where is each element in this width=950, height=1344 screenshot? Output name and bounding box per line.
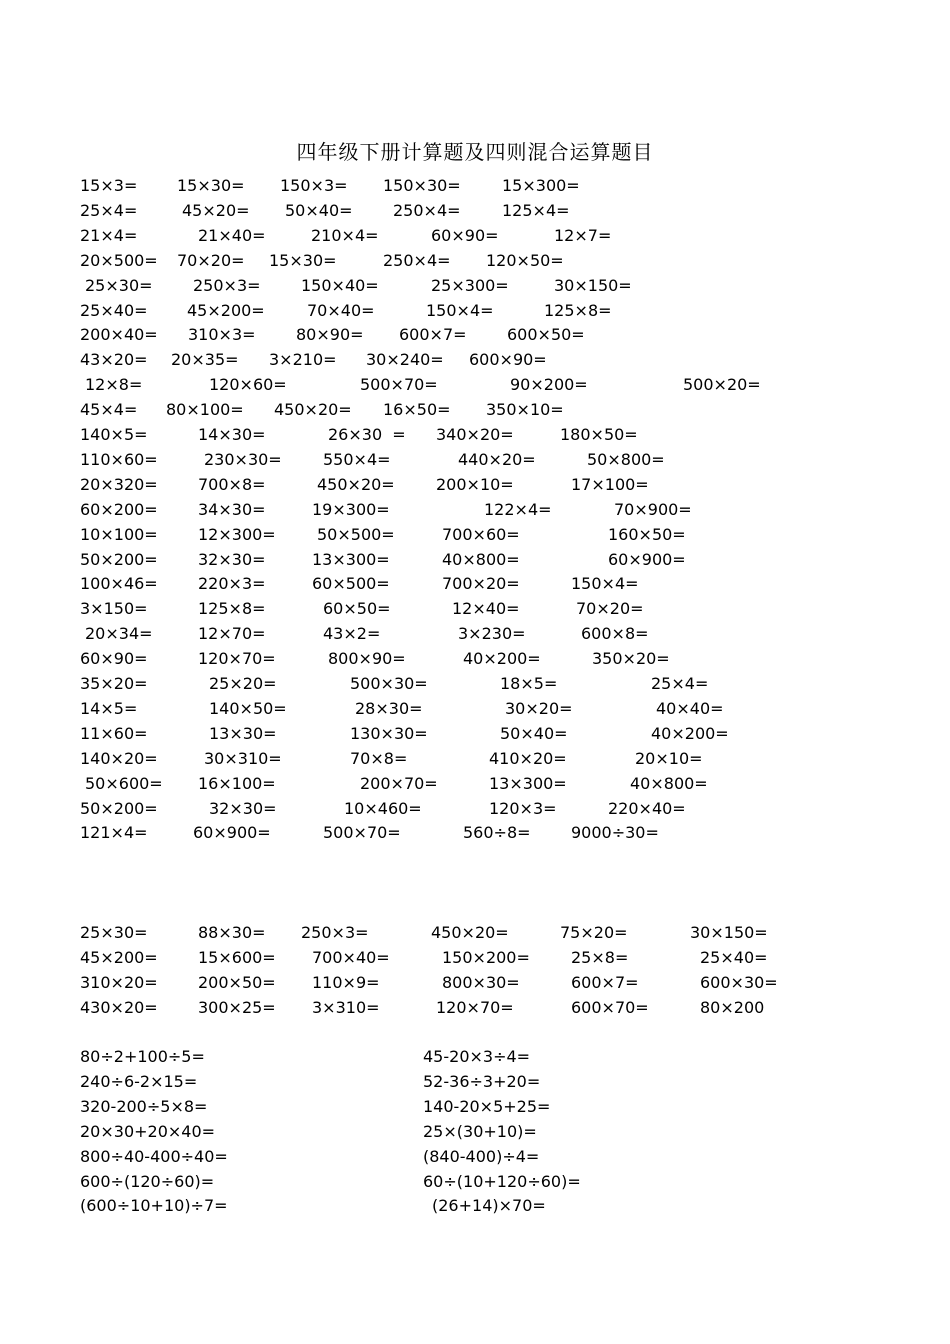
- problem-row: [0, 823, 950, 848]
- problem-text: 700×8=: [198, 474, 266, 494]
- problem-text: 17×100=: [571, 474, 649, 494]
- problem-text: 120×3=: [489, 798, 557, 818]
- problem-row: [0, 276, 950, 301]
- problem-text: 150×200=: [442, 947, 530, 967]
- problem-text: 25×8=: [571, 947, 629, 967]
- problem-text: 25×4=: [80, 200, 138, 220]
- problem-row: [0, 948, 950, 973]
- problem-text: 130×30=: [350, 723, 428, 743]
- problem-text: 43×2=: [323, 624, 381, 644]
- problem-row: [0, 998, 950, 1023]
- problem-text: 25×20=: [209, 674, 277, 693]
- problem-text: 600×90=: [469, 350, 547, 370]
- problem-row: [0, 301, 950, 326]
- problem-text: 20×500=: [80, 250, 158, 270]
- problem-text: 600×30=: [700, 972, 778, 992]
- problem-text: 50×40=: [285, 200, 353, 220]
- problem-text: 125×4=: [502, 200, 570, 220]
- problem-text: 32×30=: [198, 549, 266, 569]
- problem-row: [0, 674, 950, 699]
- problem-text: 80×200: [700, 997, 765, 1017]
- problem-text: 110×9=: [312, 972, 380, 992]
- problem-row: [0, 724, 950, 749]
- problem-text: 80×90=: [296, 325, 364, 345]
- problem-text: 700×20=: [442, 574, 520, 594]
- problem-text: 560÷8=: [463, 823, 531, 843]
- problem-text: 50×800=: [587, 449, 665, 469]
- problem-text: 60×200=: [80, 499, 158, 519]
- problem-text: 25×30=: [80, 923, 148, 942]
- problem-text: 50×200=: [80, 549, 158, 569]
- problem-text: 600×70=: [571, 997, 649, 1017]
- problem-text: 10×460=: [344, 798, 422, 818]
- problem-text: 340×20=: [436, 425, 514, 444]
- problem-text: 20×34=: [85, 624, 153, 644]
- mixed-problem-row: [0, 1122, 950, 1147]
- problem-text: 20×35=: [171, 350, 239, 370]
- problem-text: 120×50=: [486, 250, 564, 270]
- problem-text: 70×20=: [177, 250, 245, 270]
- problem-text: 125×8=: [544, 300, 612, 320]
- page-title: 四年级下册计算题及四则混合运算题目: [296, 140, 654, 164]
- problem-text: 140×5=: [80, 425, 148, 444]
- problem-row: [0, 624, 950, 649]
- problem-text: 75×20=: [560, 923, 628, 942]
- problem-text: 220×40=: [608, 798, 686, 818]
- mixed-problem-row: [0, 1097, 950, 1122]
- problem-text: 125×8=: [198, 599, 266, 619]
- problem-text: 350×20=: [592, 649, 670, 669]
- problem-text: 12×300=: [198, 524, 276, 544]
- problem-text: 70×900=: [614, 499, 692, 519]
- problem-text: 19×300=: [312, 499, 390, 519]
- problem-text: 140-20×5+25=: [423, 1096, 551, 1116]
- mixed-problem-row: [0, 1196, 950, 1221]
- problem-text: 25×30=: [85, 275, 153, 295]
- problem-text: 10×100=: [80, 524, 158, 544]
- problem-text: 50×40=: [500, 723, 568, 743]
- problem-text: 45-20×3÷4=: [423, 1047, 531, 1066]
- problem-text: 300×25=: [198, 997, 276, 1017]
- problem-text: 45×200=: [80, 947, 158, 967]
- problem-text: 25×40=: [700, 947, 768, 967]
- problem-text: 20×10=: [635, 748, 703, 768]
- problem-text: 450×20=: [274, 400, 352, 420]
- problem-text: 28×30=: [355, 698, 423, 718]
- problem-text: 150×40=: [301, 275, 379, 295]
- problem-text: 50×200=: [80, 798, 158, 818]
- problem-text: 430×20=: [80, 997, 158, 1017]
- problem-text: 3×310=: [312, 997, 380, 1017]
- problem-text: 13×300=: [312, 549, 390, 569]
- problem-text: 600×7=: [571, 972, 639, 992]
- problem-row: [0, 475, 950, 500]
- problem-text: 140×20=: [80, 748, 158, 768]
- problem-text: 200×70=: [360, 773, 438, 793]
- problem-text: 230×30=: [204, 449, 282, 469]
- problem-text: 70×20=: [576, 599, 644, 619]
- problem-row: [0, 525, 950, 550]
- problem-text: 52-36÷3+20=: [423, 1071, 541, 1091]
- problem-text: 120×70=: [198, 649, 276, 669]
- problem-text: 150×30=: [383, 176, 461, 195]
- problem-text: 34×30=: [198, 499, 266, 519]
- problem-row: [0, 774, 950, 799]
- problem-text: 210×4=: [311, 225, 379, 245]
- problem-text: 550×4=: [323, 449, 391, 469]
- problem-row: [0, 649, 950, 674]
- problem-text: 15×30=: [177, 176, 245, 195]
- problem-text: 20×30+20×40=: [80, 1121, 216, 1141]
- problem-text: 250×4=: [393, 200, 461, 220]
- mixed-problem-row: [0, 1147, 950, 1172]
- problem-row: [0, 923, 950, 948]
- problem-text: 70×40=: [307, 300, 375, 320]
- problem-row: [0, 450, 950, 475]
- problem-row: [0, 226, 950, 251]
- problem-row: [0, 350, 950, 375]
- problem-text: 25×40=: [80, 300, 148, 320]
- problem-text: 700×40=: [312, 947, 390, 967]
- problem-text: 16×100=: [198, 773, 276, 793]
- problem-text: 110×60=: [80, 449, 158, 469]
- problem-text: 440×20=: [458, 449, 536, 469]
- problem-text: 121×4=: [80, 823, 148, 843]
- problem-text: (600÷10+10)÷7=: [80, 1196, 228, 1216]
- problem-text: 13×300=: [489, 773, 567, 793]
- problem-text: 800×90=: [328, 649, 406, 669]
- problem-text: 150×4=: [426, 300, 494, 320]
- problem-text: 40×40=: [656, 698, 724, 718]
- problem-text: 60×900=: [193, 823, 271, 843]
- problem-text: 60÷(10+120÷60)=: [423, 1171, 581, 1191]
- problem-text: 16×50=: [383, 400, 451, 420]
- problem-text: 120×70=: [436, 997, 514, 1017]
- problem-text: 150×3=: [280, 176, 348, 195]
- problem-text: 320-200÷5×8=: [80, 1096, 208, 1116]
- problem-text: 60×500=: [312, 574, 390, 594]
- mixed-problem-row: [0, 1172, 950, 1197]
- problem-text: 122×4=: [484, 499, 552, 519]
- problem-text: 30×150=: [554, 275, 632, 295]
- problem-text: 600÷(120÷60)=: [80, 1171, 215, 1191]
- problem-row: [0, 550, 950, 575]
- problem-text: 15×30=: [269, 250, 337, 270]
- problem-text: 30×150=: [690, 923, 768, 942]
- problem-text: 60×900=: [608, 549, 686, 569]
- problem-text: 35×20=: [80, 674, 148, 693]
- problem-text: 250×3=: [301, 923, 369, 942]
- problem-text: 350×10=: [486, 400, 564, 420]
- problem-text: 15×300=: [502, 176, 580, 195]
- problem-text: 250×4=: [383, 250, 451, 270]
- problem-text: 3×210=: [269, 350, 337, 370]
- problem-text: 45×20=: [182, 200, 250, 220]
- problem-text: 30×310=: [204, 748, 282, 768]
- problem-text: 600×8=: [581, 624, 649, 644]
- problem-text: 250×3=: [193, 275, 261, 295]
- problem-text: 40×800=: [442, 549, 520, 569]
- problem-text: (26+14)×70=: [432, 1196, 546, 1216]
- problem-text: 150×4=: [571, 574, 639, 594]
- problem-text: 14×5=: [80, 698, 138, 718]
- problem-text: 21×4=: [80, 225, 138, 245]
- problem-text: 600×7=: [399, 325, 467, 345]
- problem-text: 13×30=: [209, 723, 277, 743]
- problem-text: 700×60=: [442, 524, 520, 544]
- mixed-problem-row: [0, 1047, 950, 1072]
- problem-text: 50×500=: [317, 524, 395, 544]
- problem-text: 160×50=: [608, 524, 686, 544]
- problem-text: (840-400)÷4=: [423, 1146, 540, 1166]
- problem-text: 200×10=: [436, 474, 514, 494]
- problem-text: 43×20=: [80, 350, 148, 370]
- problem-row: [0, 425, 950, 450]
- problem-row: [0, 699, 950, 724]
- problem-text: 12×8=: [85, 375, 143, 395]
- problem-text: 80×100=: [166, 400, 244, 420]
- mixed-problem-row: [0, 1072, 950, 1097]
- problem-text: 200×50=: [198, 972, 276, 992]
- problem-text: 11×60=: [80, 723, 148, 743]
- problem-text: 180×50=: [560, 425, 638, 444]
- problem-text: 21×40=: [198, 225, 266, 245]
- problem-text: 90×200=: [510, 375, 588, 395]
- problem-text: 450×20=: [431, 923, 509, 942]
- problem-text: 310×3=: [188, 325, 256, 345]
- problem-text: 100×46=: [80, 574, 158, 594]
- problem-text: 120×60=: [209, 375, 287, 395]
- problem-text: 60×90=: [80, 649, 148, 669]
- problem-row: [0, 176, 950, 201]
- problem-text: 40×800=: [630, 773, 708, 793]
- problem-text: 25×300=: [431, 275, 509, 295]
- problem-text: 40×200=: [463, 649, 541, 669]
- problem-row: [0, 973, 950, 998]
- problem-text: 500×20=: [683, 375, 761, 395]
- problem-text: 30×20=: [505, 698, 573, 718]
- problem-text: 14×30=: [198, 425, 266, 444]
- problem-text: 500×70=: [323, 823, 401, 843]
- problem-row: [0, 375, 950, 400]
- problem-text: 3×230=: [458, 624, 526, 644]
- problem-text: 12×70=: [198, 624, 266, 644]
- problem-text: 80÷2+100÷5=: [80, 1047, 205, 1066]
- problem-row: [0, 251, 950, 276]
- problem-text: 15×3=: [80, 176, 138, 195]
- problem-text: 140×50=: [209, 698, 287, 718]
- problem-text: 220×3=: [198, 574, 266, 594]
- problem-text: 26×30 =: [328, 425, 406, 444]
- problem-row: [0, 574, 950, 599]
- problem-row: [0, 749, 950, 774]
- problem-text: 9000÷30=: [571, 823, 659, 843]
- problem-text: 500×30=: [350, 674, 428, 693]
- problem-row: [0, 599, 950, 624]
- problem-text: 310×20=: [80, 972, 158, 992]
- problem-text: 15×600=: [198, 947, 276, 967]
- problem-text: 3×150=: [80, 599, 148, 619]
- problem-text: 20×320=: [80, 474, 158, 494]
- problem-text: 70×8=: [350, 748, 408, 768]
- problem-row: [0, 400, 950, 425]
- problem-text: 32×30=: [209, 798, 277, 818]
- problem-text: 800÷40-400÷40=: [80, 1146, 228, 1166]
- problem-text: 12×40=: [452, 599, 520, 619]
- problem-text: 450×20=: [317, 474, 395, 494]
- problem-text: 25×4=: [651, 674, 709, 693]
- problem-text: 50×600=: [85, 773, 163, 793]
- problem-row: [0, 500, 950, 525]
- problem-row: [0, 201, 950, 226]
- problem-text: 410×20=: [489, 748, 567, 768]
- problem-text: 45×4=: [80, 400, 138, 420]
- problem-row: [0, 799, 950, 824]
- problem-text: 60×90=: [431, 225, 499, 245]
- problem-text: 800×30=: [442, 972, 520, 992]
- problem-text: 25×(30+10)=: [423, 1121, 537, 1141]
- problem-text: 18×5=: [500, 674, 558, 693]
- problem-text: 60×50=: [323, 599, 391, 619]
- problem-row: [0, 325, 950, 350]
- problem-text: 30×240=: [366, 350, 444, 370]
- problem-text: 500×70=: [360, 375, 438, 395]
- problem-text: 40×200=: [651, 723, 729, 743]
- problem-text: 45×200=: [187, 300, 265, 320]
- problem-text: 200×40=: [80, 325, 158, 345]
- problem-text: 600×50=: [507, 325, 585, 345]
- problem-text: 12×7=: [554, 225, 612, 245]
- problem-text: 240÷6-2×15=: [80, 1071, 198, 1091]
- problem-text: 88×30=: [198, 923, 266, 942]
